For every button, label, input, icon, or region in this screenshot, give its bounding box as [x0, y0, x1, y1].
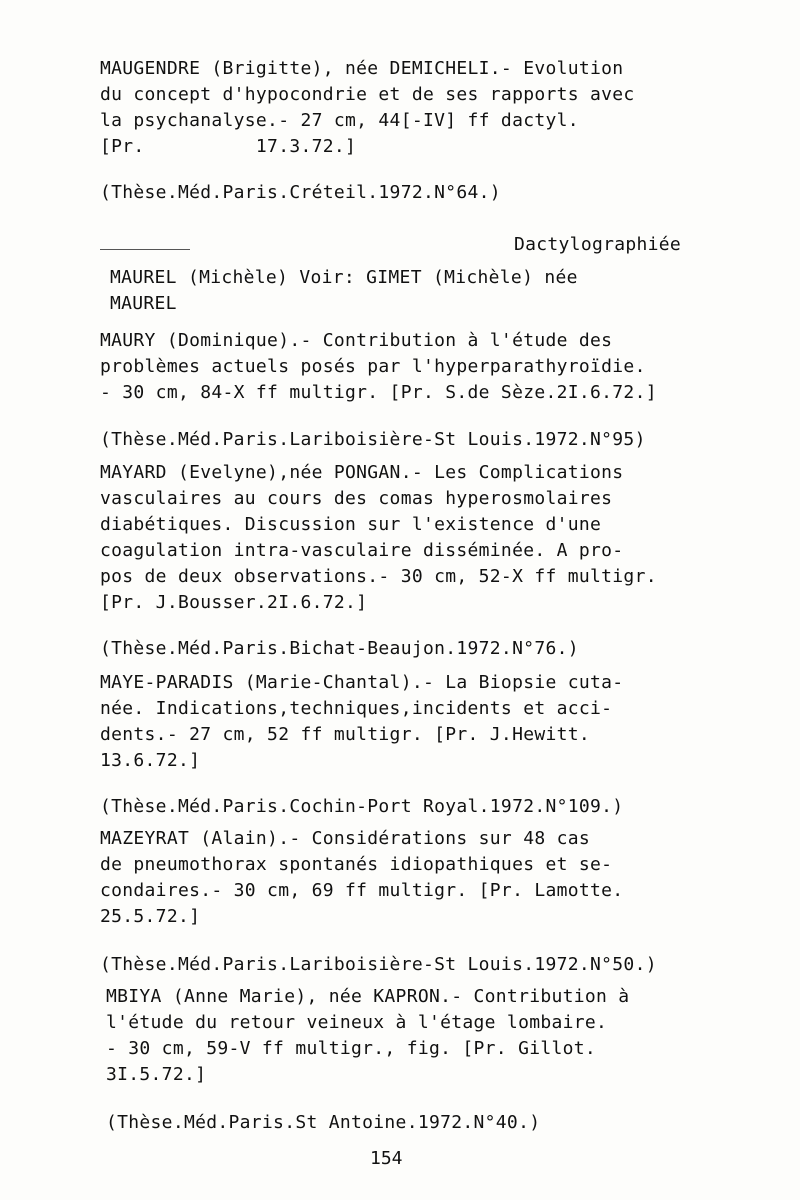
entry-4-line-4: coagulation intra-vasculaire disséminée. A pro-: [100, 540, 624, 561]
entry-7-line-4: 3I.5.72.]: [106, 1064, 207, 1085]
entry-6-line-3: condaires.- 30 cm, 69 ff multigr. [Pr. Lamotte.: [100, 880, 624, 901]
entry-6-line-2: de pneumothorax spontanés idiopathiques et se-: [100, 854, 613, 875]
entry-7-line-2: l'étude du retour veineux à l'étage lombaire.: [106, 1012, 608, 1033]
entry-1-line-3: la psychanalyse.- 27 cm, 44[-IV] ff dactyl.: [100, 110, 579, 131]
entry-7-line-3: - 30 cm, 59-V ff multigr., fig. [Pr. Gillot.: [106, 1038, 597, 1059]
separator-rule: [100, 249, 190, 250]
entry-3-line-3: - 30 cm, 84-X ff multigr. [Pr. S.de Sèze.2I.6.72.]: [100, 382, 657, 403]
entry-2-note: Dactylographiée: [514, 234, 682, 255]
entry-5-line-2: née. Indications,techniques,incidents et acci-: [100, 698, 613, 719]
entry-5-line-1: MAYE-PARADIS (Marie-Chantal).- La Biopsie cuta-: [100, 672, 624, 693]
entry-6-line-1: MAZEYRAT (Alain).- Considérations sur 48 cas: [100, 828, 591, 849]
entry-5-line-4: 13.6.72.]: [100, 750, 201, 771]
entry-4-line-5: pos de deux observations.- 30 cm, 52-X ff multigr.: [100, 566, 657, 587]
entry-4-line-2: vasculaires au cours des comas hyperosmolaires: [100, 488, 613, 509]
entry-2-line-1: MAUREL (Michèle) Voir: GIMET (Michèle) née: [110, 267, 578, 288]
entry-5-line-3: dents.- 27 cm, 52 ff multigr. [Pr. J.Hewitt.: [100, 724, 591, 745]
entry-1-source: (Thèse.Méd.Paris.Créteil.1972.N°64.): [100, 182, 501, 203]
entry-3-line-1: MAURY (Dominique).- Contribution à l'étude des: [100, 330, 613, 351]
entry-7-source: (Thèse.Méd.Paris.St Antoine.1972.N°40.): [106, 1112, 541, 1133]
entry-4-line-6: [Pr. J.Bousser.2I.6.72.]: [100, 592, 368, 613]
entry-7-line-1: MBIYA (Anne Marie), née KAPRON.- Contribution à: [106, 986, 630, 1007]
entry-3-source: (Thèse.Méd.Paris.Lariboisière-St Louis.1972.N°95): [100, 429, 646, 450]
entry-1-line-2: du concept d'hypocondrie et de ses rapports avec: [100, 84, 635, 105]
entry-6-source: (Thèse.Méd.Paris.Lariboisière-St Louis.1972.N°50.): [100, 954, 657, 975]
entry-4-source: (Thèse.Méd.Paris.Bichat-Beaujon.1972.N°76.): [100, 638, 579, 659]
entry-1-line-4: [Pr. 17.3.72.]: [100, 136, 357, 157]
entry-2-line-2: MAUREL: [110, 293, 177, 314]
entry-4-line-3: diabétiques. Discussion sur l'existence d'une: [100, 514, 602, 535]
entry-3-line-2: problèmes actuels posés par l'hyperparathyroïdie.: [100, 356, 646, 377]
entry-5-source: (Thèse.Méd.Paris.Cochin-Port Royal.1972.N°109.): [100, 796, 624, 817]
entry-1-line-1: MAUGENDRE (Brigitte), née DEMICHELI.- Evolution: [100, 58, 624, 79]
entry-4-line-1: MAYARD (Evelyne),née PONGAN.- Les Complications: [100, 462, 624, 483]
entry-6-line-4: 25.5.72.]: [100, 906, 201, 927]
page-number: 154: [370, 1148, 403, 1169]
